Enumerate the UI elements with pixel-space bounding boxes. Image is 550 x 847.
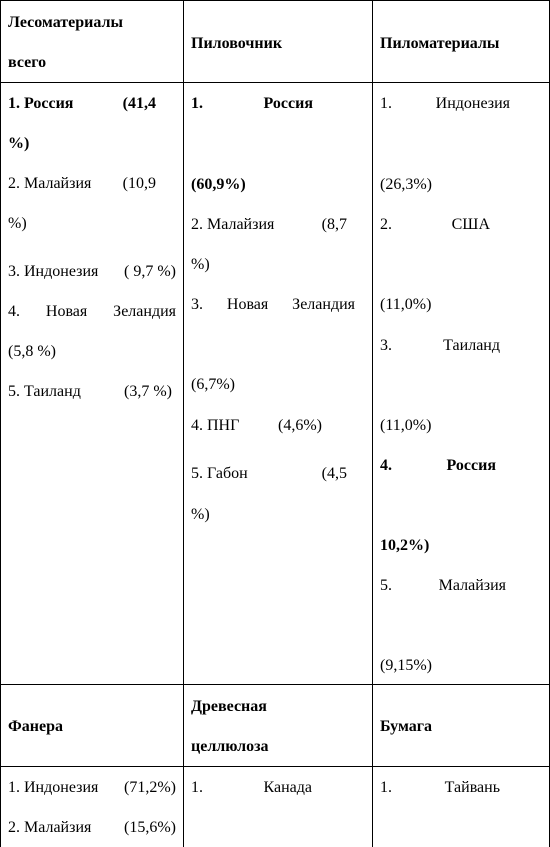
- row3-col3-item-1: 1. Тайвань: [380, 779, 500, 796]
- row3-col2-item-1: 1. Канада: [191, 779, 312, 796]
- col3-item-2: 2. США: [380, 216, 490, 233]
- col2-item-2: 2. Малайзия (8,7: [191, 216, 347, 233]
- col3-item-5: 5. Малайзия: [380, 577, 506, 594]
- header-sawnwood: Пиломатериалы: [380, 35, 500, 52]
- col2-item-2-cont: %): [191, 256, 210, 273]
- header-wood-pulp-line2: целлюлоза: [191, 738, 269, 755]
- col3-item-2-cont: (11,0%): [380, 296, 432, 313]
- row3-col1-item-1: 1. Индонезия (71,2%): [8, 779, 176, 796]
- col1-item-4: 4. Новая Зеландия: [8, 303, 176, 320]
- header-wood-pulp-line1: Древесная: [191, 698, 267, 715]
- row3-col1-item-2: 2. Малайзия (15,6%): [8, 819, 176, 836]
- col1-item-5: 5. Таиланд (3,7 %): [8, 383, 172, 400]
- border-row1: [0, 82, 550, 83]
- border-row3: [0, 766, 550, 767]
- col1-item-3: 3. Индонезия ( 9,7 %): [8, 263, 176, 280]
- col1-item-1-cont: %): [8, 135, 30, 152]
- col1-item-1: 1. Россия (41,4: [8, 95, 156, 112]
- col1-item-2: 2. Малайзия (10,9: [8, 175, 156, 192]
- col3-item-5-cont: (9,15%): [380, 657, 432, 674]
- header-sawlogs: Пиловочник: [191, 35, 283, 52]
- col2-item-4: 4. ПНГ (4,6%): [191, 417, 322, 434]
- border-row2: [0, 684, 550, 685]
- col3-item-3: 3. Таиланд: [380, 337, 500, 354]
- col2-item-1: 1. Россия: [191, 95, 313, 112]
- header-paper: Бумага: [380, 718, 433, 735]
- col3-item-1-cont: (26,3%): [380, 176, 432, 193]
- border-col2: [372, 0, 373, 847]
- col3-item-1: 1. Индонезия: [380, 95, 510, 112]
- col2-item-1-cont: (60,9%): [191, 176, 246, 193]
- border-col1: [183, 0, 184, 847]
- header-lumber-total-line2: всего: [8, 54, 47, 71]
- col3-item-4-cont: 10,2%): [380, 537, 430, 554]
- border-left: [0, 0, 1, 847]
- header-plywood: Фанера: [8, 718, 63, 735]
- col1-item-4-cont: (5,8 %): [8, 343, 56, 360]
- col3-item-4: 4. Россия: [380, 457, 496, 474]
- header-lumber-total-line1: Лесоматериалы: [8, 14, 123, 31]
- col3-item-3-cont: (11,0%): [380, 417, 432, 434]
- col1-item-2-cont: %): [8, 215, 27, 232]
- col2-item-5: 5. Габон (4,5: [191, 465, 347, 482]
- col2-item-5-cont: %): [191, 506, 210, 523]
- border-top: [0, 0, 550, 1]
- col2-item-3-cont: (6,7%): [191, 376, 235, 393]
- col2-item-3: 3. Новая Зеландия: [191, 296, 355, 313]
